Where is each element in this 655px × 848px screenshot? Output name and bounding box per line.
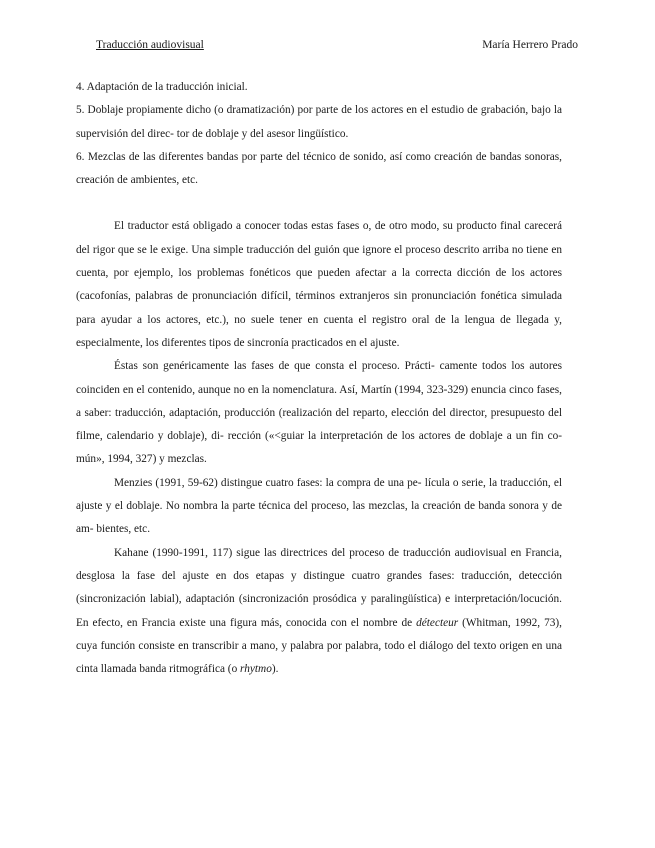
list-item: 6. Mezclas de las diferentes bandas por parte del técnico de sonido, así como creación de bandas sonoras, creación de ambientes, etc. xyxy=(76,150,562,187)
header-author: María Herrero Prado xyxy=(482,39,578,51)
paragraph-4-text-b: (Whitman, 1992, 73), cuya función consiste en transcribir a mano, y palabra por palabra, todo el diálogo del texto origen en una cinta llamada banda ritmográfica (o xyxy=(76,616,562,676)
paragraph-4-text-a: Kahane (1990-1991, 117) sigue las directrices del proceso de traducción audiovisual en Francia, desglosa la fase del ajuste en dos etapas y distingue cuatro grandes fases: traducción, detección (sincronización labial), adaptación (sincronización prosódica y paralingüística) e interpretación/locución. En efecto, en Francia existe una figura más, conocida con el nombre de xyxy=(76,546,562,629)
header-title: Traducción audiovisual xyxy=(96,39,204,51)
term-rhytmo: rhytmo xyxy=(240,663,272,676)
term-detecteur: détecteur xyxy=(416,616,459,629)
paragraph-1: El traductor está obligado a conocer todas estas fases o, de otro modo, su producto final carecerá del rigor que se le exige. Una simple traducción del guión que ignore el proceso descrito arriba no tiene en cuenta, por ejemplo, los problemas fonéticos que pueden afectar a la correcta dicción de los actores (cacofonías, palabras de pronunciación difícil, términos extranjeros sin pronunciación fonética simulada para ayudar a los actores, etc.), no suele tener en cuenta el registro oral de la lengua de llegada y, especialmente, los diferentes tipos de sincronía practicados en el ajuste. xyxy=(76,220,562,349)
paragraph-2: Éstas son genéricamente las fases de que consta el proceso. Prácti- camente todos los autores coinciden en el contenido, aunque no en la nomenclatura. Así, Martín (1994, 323-329) enuncia cinco fases, a saber: traducción, adaptación, producción (realización del reparto, elección del director, presupuesto del filme, calendario y doblaje), di- rección («<guiar la interpretación de los actores de doblaje a un fin co- mún», 1994, 327) y mezclas. xyxy=(76,360,562,466)
list-item: 5. Doblaje propiamente dicho (o dramatización) por parte de los actores en el estudio de grabación, bajo la supervisión del direc- tor de doblaje y del asesor lingüístico. xyxy=(76,104,562,140)
paragraph-3: Menzies (1991, 59-62) distingue cuatro fases: la compra de una pe- lícula o serie, la traducción, el ajuste y el doblaje. No nombra la parte técnica del proceso, las mezclas, la creación de banda sonora y de am- bientes, etc. xyxy=(76,476,562,536)
document-body xyxy=(76,76,562,681)
paragraph-4-text-c: ). xyxy=(271,663,279,676)
paragraph-4 xyxy=(76,542,562,682)
paragraph-gap xyxy=(76,192,562,215)
page-header xyxy=(96,38,578,52)
list-item: 4. Adaptación de la traducción inicial. xyxy=(76,81,248,93)
